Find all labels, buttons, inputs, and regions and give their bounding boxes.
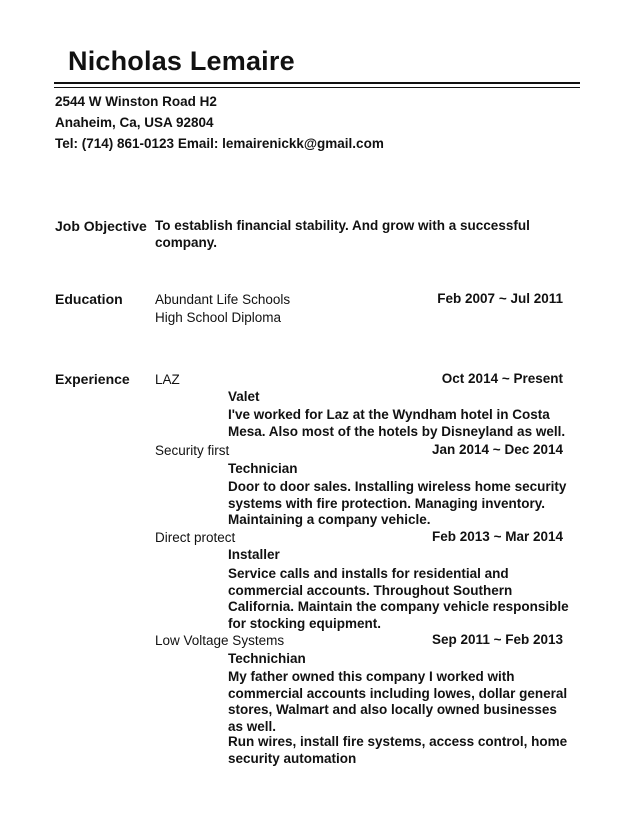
header-rule-thick [54,82,580,84]
job-company: Direct protect [155,530,236,545]
job-company: Low Voltage Systems [155,633,285,648]
section-title-experience: Experience [55,371,130,387]
contact-line: Tel: (714) 861-0123 Email: lemairenickk@gmail.com [55,136,384,151]
job-company: LAZ [155,372,180,387]
education-degree: High School Diploma [155,310,282,325]
address-line-2: Anaheim, Ca, USA 92804 [55,115,214,130]
job-role: Technician [228,461,298,476]
section-title-objective: Job Objective [55,218,147,234]
job-description: I've worked for Laz at the Wyndham hotel in Costa Mesa. Also most of the hotels by Disneyland as well. [228,407,566,439]
resume-name: Nicholas Lemaire [68,46,295,76]
job-dates: Oct 2014 ~ Present [441,371,563,386]
education-dates: Feb 2007 ~ Jul 2011 [437,291,563,306]
job-dates: Jan 2014 ~ Dec 2014 [432,442,563,457]
job-description: Door to door sales. Installing wireless home security systems with fire protection. Managing inventory. Maintaining a company vehicle. [228,479,567,527]
job-role: Valet [228,389,260,404]
job-description-extra: Run wires, install fire systems, access control, home security automation [228,734,568,766]
job-description: My father owned this company I worked with commercial accounts including lowes, dollar general stores, Walmart and also locally owned businesses as well. [228,669,568,734]
header-rule-thin [54,87,580,88]
job-dates: Sep 2011 ~ Feb 2013 [432,632,563,647]
job-role: Installer [228,547,280,562]
job-company: Security first [155,443,230,458]
job-description: Service calls and installs for residential and commercial accounts. Throughout Southern California. Maintain the company vehicle responsible for stocking equipment. [228,566,569,631]
job-role: Technichian [228,651,306,666]
address-line-1: 2544 W Winston Road H2 [55,94,217,109]
objective-text: To establish financial stability. And grow with a successful company. [155,218,530,250]
job-dates: Feb 2013 ~ Mar 2014 [432,529,563,544]
education-school: Abundant Life Schools [155,292,291,307]
section-title-education: Education [55,291,123,307]
